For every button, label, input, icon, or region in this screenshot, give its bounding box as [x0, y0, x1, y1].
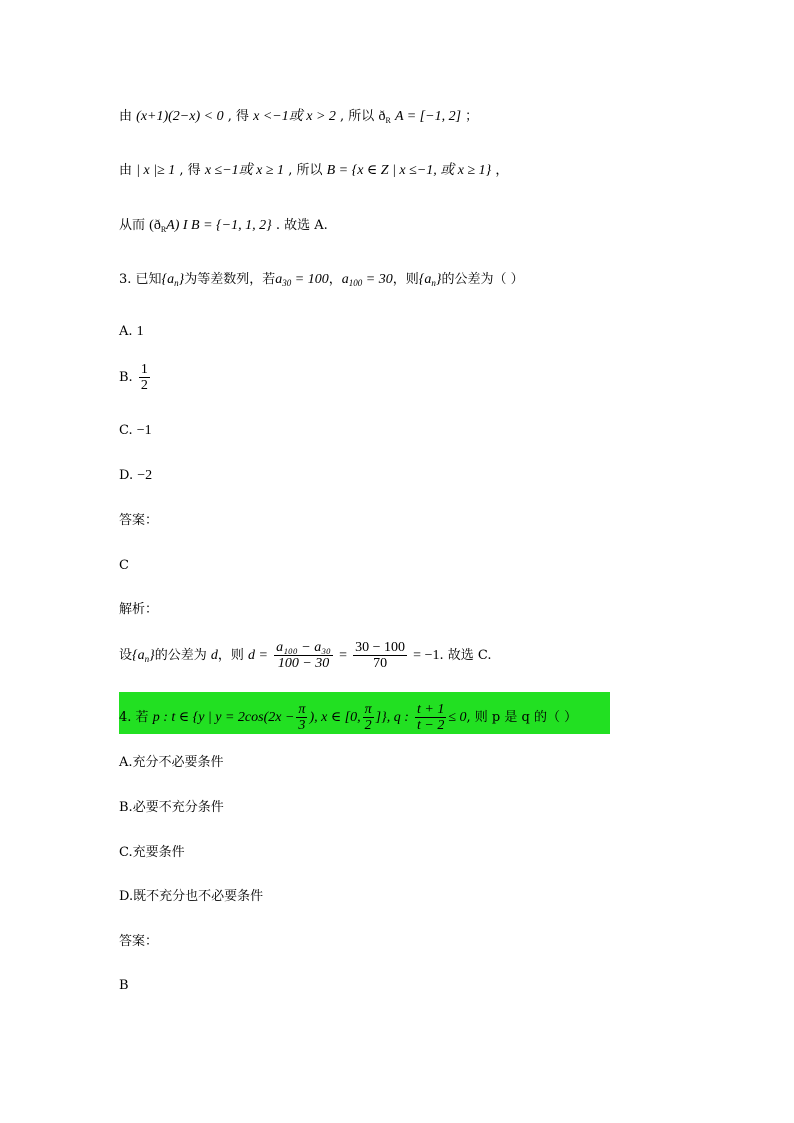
text: 由	[119, 163, 133, 178]
question-number: 4. 若	[119, 710, 149, 725]
text: , 得	[179, 163, 205, 178]
option-label: D.	[119, 468, 134, 483]
q4-option-a: A.充分不必要条件	[119, 755, 224, 770]
result: = −1	[413, 648, 440, 663]
fraction: $\frac{\text{a₁₀₀ − a₃₀}}{100 - 30}$	[276, 640, 331, 671]
sequence: $\{a_n\}$	[132, 648, 155, 664]
sequence: $\{a_n\}$	[418, 272, 442, 288]
q3-option-d	[119, 466, 152, 486]
set-close: ]}	[375, 710, 387, 725]
option-label: A.	[119, 324, 133, 339]
text: 设	[119, 648, 133, 663]
text: . 故选 A.	[275, 218, 328, 233]
question-number: 3. 已知	[119, 272, 162, 287]
solution-line-1	[119, 107, 478, 131]
interval: ), x ∈ [0,	[309, 710, 361, 725]
option-value: 1	[136, 324, 144, 339]
text: 从而	[119, 218, 146, 233]
fraction: $\frac{\pi}{2}$	[364, 702, 372, 733]
intersection-expr: A) I B = {−1, 1, 2}	[166, 218, 272, 233]
option-label: B.	[119, 370, 133, 385]
solution-line-2	[119, 161, 508, 181]
text: ，则	[217, 648, 244, 663]
answer-label: 答案：	[119, 513, 159, 528]
fraction: $\frac{t + 1}{t - 2}$	[417, 702, 445, 733]
answer-value: B	[119, 978, 129, 993]
result: x ≤−1或 x ≥ 1	[204, 163, 285, 178]
inequality: (x+1)(2−x) < 0	[136, 109, 224, 124]
text: 的公差为	[154, 648, 207, 663]
q4-option-d: D.既不充分也不必要条件	[119, 889, 264, 904]
fraction: $\frac{\pi}{3}$	[298, 702, 306, 733]
text: 的公差为（ ）	[441, 272, 524, 287]
inequality: ≤ 0	[448, 710, 467, 725]
proposition-q: , q :	[386, 710, 409, 725]
analysis-line	[119, 640, 491, 671]
paren: (	[149, 218, 154, 233]
question-3-stem	[119, 270, 524, 293]
variable-d: d	[210, 648, 218, 663]
option-value: −1	[136, 423, 152, 438]
option-label: C.	[119, 423, 133, 438]
set-b: B = {x ∈ Z | x ≤−1, 或 x ≥ 1}	[326, 163, 492, 178]
complement-symbol: $ð_R$	[153, 218, 167, 234]
question-4-stem	[119, 702, 577, 733]
answer-value: C	[119, 558, 129, 573]
text: 由	[119, 109, 133, 124]
option-value: −2	[137, 468, 153, 483]
text: ，则	[392, 272, 419, 287]
result: x <−1或 x > 2	[253, 109, 336, 124]
complement-symbol: $ð_R$	[378, 109, 391, 125]
text: ；	[465, 109, 479, 124]
text: 为等差数列，若	[184, 272, 276, 287]
text: , 得	[227, 109, 254, 124]
q3-option-a	[119, 322, 144, 342]
q3-option-c	[119, 421, 152, 441]
fraction: $\frac{1}{2}$	[140, 362, 148, 393]
term-a100: $a_{100} = 30$	[341, 272, 393, 288]
text: , 所以	[340, 109, 379, 124]
solution-line-3	[119, 216, 328, 240]
text: , 则 p 是 q 的（ ）	[466, 710, 578, 725]
text: ，	[495, 163, 509, 178]
sequence: $\{a_n\}$	[161, 272, 185, 288]
equals: =	[339, 648, 347, 663]
analysis-label: 解析：	[119, 602, 159, 617]
text: . 故选 C.	[439, 648, 492, 663]
text: , 所以	[288, 163, 327, 178]
equation: d =	[248, 648, 268, 663]
proposition-p: p : t ∈ {y | y = 2cos(2x −	[152, 710, 295, 725]
fraction: $\frac{30 - 100}{70}$	[355, 640, 406, 671]
q4-option-c: C.充要条件	[119, 845, 185, 860]
q3-option-b	[119, 362, 152, 393]
q4-option-b: B.必要不充分条件	[119, 800, 224, 815]
set-a: A = [−1, 2]	[394, 109, 462, 124]
text: ，	[328, 272, 342, 287]
abs-inequality: | x |≥ 1	[136, 163, 176, 178]
term-a30: $a_{30} = 100$	[275, 272, 329, 288]
answer-label: 答案：	[119, 934, 159, 949]
